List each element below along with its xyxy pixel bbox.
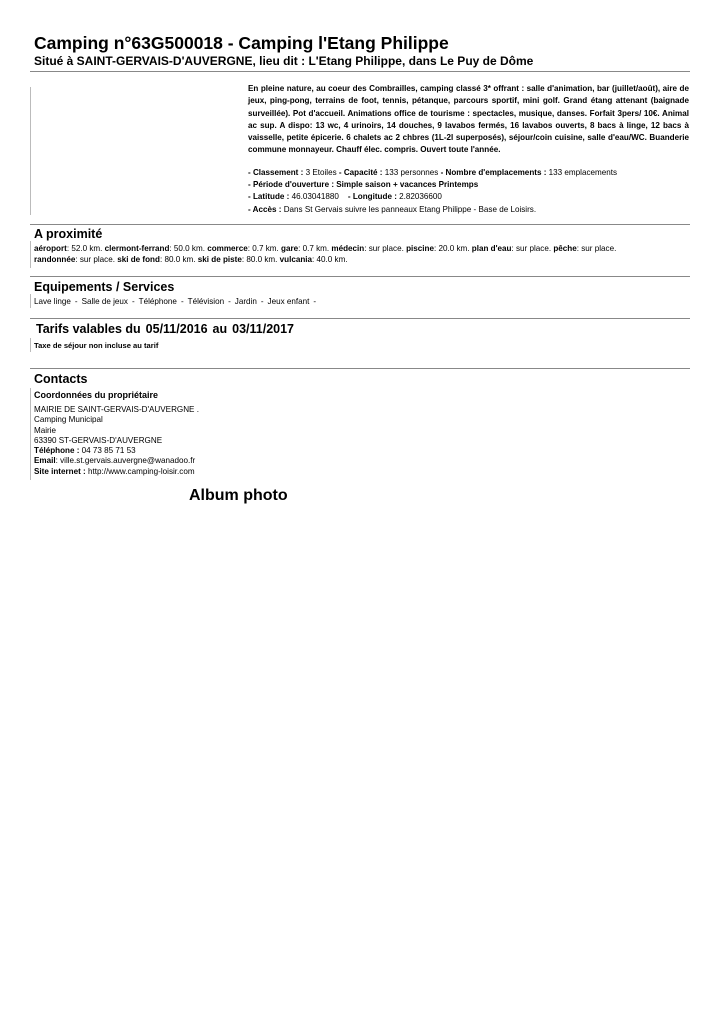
service-item: Jeux enfant bbox=[267, 297, 310, 306]
fact-ouverture: - Période d'ouverture : Simple saison + vacances Printemps bbox=[248, 180, 479, 190]
section-left-border bbox=[30, 294, 31, 308]
service-item: Téléphone bbox=[138, 297, 177, 306]
prox-item: clermont-ferrand: 50.0 km. bbox=[104, 244, 205, 253]
section-left-border bbox=[30, 87, 31, 215]
service-item: Jardin bbox=[234, 297, 257, 306]
prox-item: médecin: sur place. bbox=[331, 244, 404, 253]
prox-item: ski de piste: 80.0 km. bbox=[197, 254, 278, 264]
proximite-list bbox=[34, 244, 654, 265]
contact-line: Camping Municipal bbox=[34, 415, 103, 425]
services-list: Lave linge - Salle de jeux - Téléphone - Télévision - Jardin - Jeux enfant - bbox=[34, 297, 317, 306]
prox-item: aéroport: 52.0 km. bbox=[34, 244, 103, 253]
tarifs-divider bbox=[30, 318, 690, 319]
prox-item: ski de fond: 80.0 km. bbox=[117, 254, 196, 264]
fact-classement-capacite: - Classement : 3 Etoiles - Capacité : 133 personnes - Nombre d'emplacements : 133 emplacements bbox=[248, 168, 618, 177]
album-title: Album photo bbox=[189, 487, 288, 504]
service-item: Télévision bbox=[187, 297, 225, 306]
prox-item: vulcania: 40.0 km. bbox=[279, 254, 348, 264]
services-divider bbox=[30, 276, 690, 277]
contacts-subtitle: Coordonnées du propriétaire bbox=[34, 390, 159, 400]
prox-item: gare: 0.7 km. bbox=[281, 244, 330, 253]
prox-item: plan d'eau: sur place. bbox=[471, 244, 552, 253]
contact-website[interactable]: Site internet : http://www.camping-loisir.com bbox=[34, 466, 195, 476]
contact-address: 63390 ST-GERVAIS-D'AUVERGNE bbox=[34, 435, 163, 445]
prox-item: pêche: sur place. bbox=[553, 244, 617, 253]
header-divider bbox=[30, 71, 690, 72]
contacts-title: Contacts bbox=[34, 372, 88, 386]
section-left-border bbox=[30, 388, 31, 480]
services-title: Equipements / Services bbox=[34, 280, 175, 294]
page-title: Camping n°63G500018 - Camping l'Etang Philippe bbox=[34, 33, 449, 53]
tarifs-title: Tarifs valables du 05/11/2016 au 03/11/2017 bbox=[36, 322, 295, 336]
contact-email[interactable]: Email: ville.st.gervais.auvergne@wanadoo.fr bbox=[34, 456, 196, 466]
contact-name: MAIRIE DE SAINT-GERVAIS-D'AUVERGNE . bbox=[34, 405, 199, 414]
prox-item: commerce: 0.7 km. bbox=[207, 244, 279, 253]
service-item: Salle de jeux bbox=[81, 297, 128, 306]
tarifs-note: Taxe de séjour non incluse au tarif bbox=[34, 341, 159, 350]
proximite-title: A proximité bbox=[34, 227, 103, 241]
prox-item: piscine: 20.0 km. bbox=[406, 244, 470, 253]
contact-phone: Téléphone : 04 73 85 71 53 bbox=[34, 446, 136, 456]
service-item: Lave linge bbox=[34, 297, 71, 306]
owner-contact bbox=[34, 405, 199, 477]
prox-item: randonnée: sur place. bbox=[34, 254, 115, 264]
fact-coordinates: - Latitude : 46.03041880 - Longitude : 2.82036600 bbox=[248, 192, 442, 202]
contacts-divider bbox=[30, 368, 690, 369]
contact-line: Mairie bbox=[34, 425, 57, 435]
section-left-border bbox=[30, 338, 31, 352]
camping-description: En pleine nature, au coeur des Combrailles, camping classé 3* offrant : salle d'animation, bar (juillet/août), aire de jeux, ping-pong, terrains de foot, tennis, pétanque, parcours sportif, mini golf. Grand étang attenant (baignade surveillée). Pot d'accueil. Animations office de tourisme : spectacles, musique, danses. Forfait 3pers/ 10€. Animal ac sup. A dispo: 13 wc, 4 urinoirs, 14 douches, 9 lavabos fermés, 16 lavabos ouverts, 8 bacs à linge, 12 bacs à vaisselle, petite épicerie. 6 chalets ac 2 chbres (1L-2l superposés), séjour/coin cuisine, salle d'eau/WC. Buanderie commune monnayeur. Chauff élec. compris. Ouvert toute l'année. bbox=[248, 84, 689, 155]
page-subtitle: Situé à SAINT-GERVAIS-D'AUVERGNE, lieu dit : L'Etang Philippe, dans Le Puy de Dôme bbox=[34, 54, 534, 68]
fact-acces: - Accès : Dans St Gervais suivre les panneaux Etang Philippe - Base de Loisirs. bbox=[248, 204, 537, 214]
camping-facts bbox=[248, 167, 698, 216]
section-left-border bbox=[30, 241, 31, 268]
proximite-divider bbox=[30, 224, 690, 225]
